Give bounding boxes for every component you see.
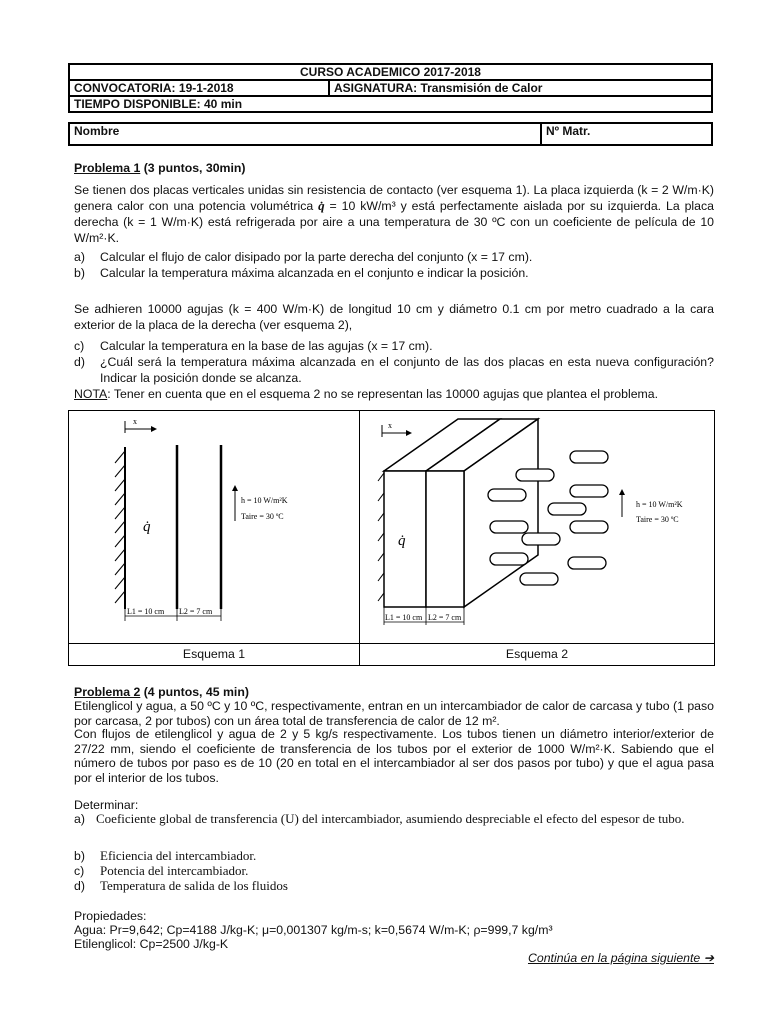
- caption-esquema-2: Esquema 2: [505, 647, 569, 661]
- item-text: Potencia del intercambiador.: [100, 863, 249, 878]
- matr-label: Nº Matr.: [546, 124, 591, 138]
- x-axis-label: x: [133, 417, 137, 426]
- p1-nota: [74, 386, 714, 402]
- item-label: b): [74, 266, 85, 280]
- p2-item-b: [74, 848, 714, 864]
- x-axis-label-2: x: [388, 421, 392, 430]
- item-text: Calcular el flujo de calor disipado por la parte derecha del conjunto (x = 17 cm).: [100, 250, 533, 264]
- item-label: a): [74, 250, 85, 264]
- p1-intro-a: Se tienen dos placas verticales unidas sin resistencia de contacto (ver esquema 1). La placa izquierda (k = 2 W/m·K) genera calor con una potencia volumétrica: [74, 183, 714, 213]
- item-label: c): [74, 339, 85, 353]
- item-text: ¿Cuál será la temperatura máxima alcanzada en el conjunto de las dos placas en esta nueva configuración? Indicar la posición donde se alcanza.: [100, 355, 714, 385]
- p2-intro2: Con flujos de etilenglicol y agua de 2 y 5 kg/s respectivamente. Los tubos tienen un diámetro interior/exterior de 27/22 mm, siendo el coeficiente de transferencia de los tubos por el exterior de 1000 W/m²·K. Sabiendo que el número de tubos por paso es de 10 (20 en total en el intercambiador al ser dos pasos por tubo) y que el agua pasa por el interior de los tubos.: [74, 727, 714, 785]
- item-text: Eficiencia del intercambiador.: [100, 848, 257, 863]
- h-label-2: h = 10 W/m²K: [636, 500, 683, 509]
- convocatoria: CONVOCATORIA: 19-1-2018: [69, 80, 329, 96]
- esquema-1-diagram: [69, 411, 359, 643]
- exam-header-table: [68, 63, 713, 113]
- p1-intro: [74, 182, 714, 246]
- item-label: d): [74, 879, 85, 893]
- p1-heading: [74, 160, 714, 176]
- course-year: CURSO ACADEMICO 2017-2018: [69, 64, 712, 80]
- p1-item-d: [74, 354, 714, 386]
- qdot-label-1: q̇: [143, 519, 151, 535]
- figures-box: [68, 410, 715, 666]
- p1-points: (3 puntos, 30min): [140, 161, 246, 175]
- l2-label-1: L2 = 7 cm: [179, 607, 213, 616]
- nota-text: : Tener en cuenta que en el esquema 2 no se representan las 10000 agujas que plantea el problema.: [107, 387, 659, 401]
- caption-divider: [69, 643, 714, 644]
- qdot-symbol: q̇: [318, 198, 325, 213]
- item-label: c): [74, 864, 85, 878]
- p2-determinar: Determinar:: [74, 798, 139, 812]
- name-field[interactable]: [69, 123, 541, 145]
- p2-title: Problema 2: [74, 685, 141, 699]
- l2-label-2: L2 = 7 cm: [428, 613, 462, 622]
- item-text: Calcular la temperatura en la base de las agujas (x = 17 cm).: [100, 339, 433, 353]
- t-label-2: Taire = 30 ºC: [636, 515, 679, 524]
- matr-field[interactable]: [541, 123, 712, 145]
- student-info-table: [68, 122, 713, 146]
- p2-heading: [74, 684, 714, 700]
- nota-label: NOTA: [74, 387, 108, 401]
- p2-item-d: [74, 878, 714, 894]
- p2-item-c: [74, 863, 714, 879]
- l1-label-1: L1 = 10 cm: [127, 607, 165, 616]
- item-text: Calcular la temperatura máxima alcanzada en el conjunto e indicar la posición.: [100, 266, 529, 280]
- esquema-2-diagram: [360, 411, 714, 643]
- p1-intro-b: = 10 kW/m³ y está perfectamente aislada por su izquierda. La placa derecha (k = 1 W/m·K) está refrigerada por aire a una temperatura de 30 ºC con un coeficiente de película de 10 W/m²·K.: [74, 199, 714, 245]
- p2-points: (4 puntos, 45 min): [140, 685, 249, 699]
- p1-title: Problema 1: [74, 161, 141, 175]
- p2-intro: Etilenglicol y agua, a 50 ºC y 10 ºC, respectivamente, entran en un intercambiador de calor de carcasa y tubo (1 paso por carcasa, 2 por tubos) con un área total de transferencia de calor de 12 m².: [74, 699, 714, 728]
- asignatura: ASIGNATURA: Transmisión de Calor: [329, 80, 712, 96]
- p1-item-a: [74, 249, 714, 265]
- tiempo-disponible: TIEMPO DISPONIBLE: 40 min: [69, 96, 712, 112]
- continue-next-page: Continúa en la página siguiente ➔: [527, 951, 714, 965]
- item-label: d): [74, 355, 85, 369]
- item-label: b): [74, 849, 85, 863]
- l1-label-2: L1 = 10 cm: [385, 613, 423, 622]
- p2-item-a: [74, 811, 714, 827]
- h-label-1: h = 10 W/m²K: [241, 496, 288, 505]
- p1-intro2: Se adhieren 10000 agujas (k = 400 W/m·K) de longitud 10 cm y diámetro 0.1 cm por metro cuadrado a la cara exterior de la placa de la derecha (ver esquema 2),: [74, 302, 714, 332]
- item-text: Coeficiente global de transferencia (U) del intercambiador, asumiendo despreciable el efecto del espesor de tubo.: [96, 811, 685, 826]
- p2-prop-title: Propiedades:: [74, 909, 147, 923]
- p2-prop-agua: Agua: Pr=9,642; Cp=4188 J/kg-K; μ=0,001307 kg/m-s; k=0,5674 W/m-K; ρ=999,7 kg/m³: [74, 923, 553, 937]
- t-label-1: Taire = 30 ºC: [241, 512, 284, 521]
- qdot-label-2: q̇: [398, 533, 406, 549]
- item-label: a): [74, 812, 85, 826]
- item-text: Temperatura de salida de los fluidos: [100, 878, 288, 893]
- p2-prop-etil: Etilenglicol: Cp=2500 J/kg-K: [74, 937, 229, 951]
- p1-item-c: [74, 338, 714, 354]
- p1-item-b: [74, 265, 714, 281]
- name-label: Nombre: [74, 124, 120, 138]
- caption-esquema-1: Esquema 1: [182, 647, 246, 661]
